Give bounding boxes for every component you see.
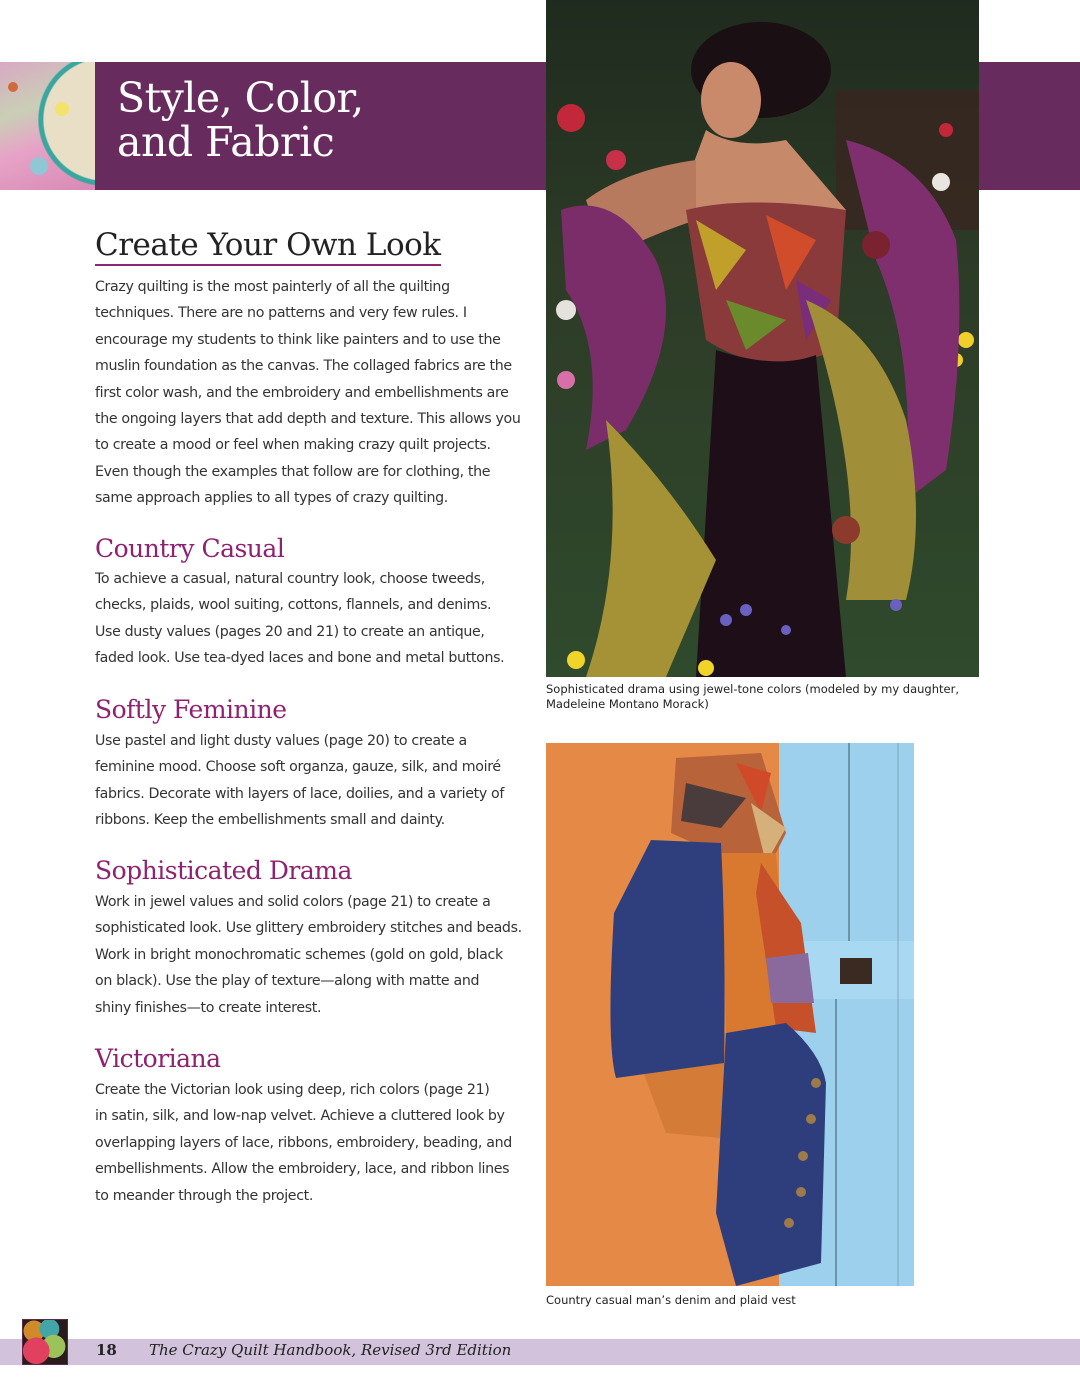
- text-line: to create a mood or feel when making crazy quilt projects.: [95, 437, 491, 454]
- footer-quilt-thumbnail: [22, 1319, 68, 1365]
- text-line: feminine mood. Choose soft organza, gauze, silk, and moiré: [95, 759, 501, 776]
- quilt-detail-image: [0, 62, 95, 190]
- caption-line: Madeleine Montano Morack): [546, 697, 709, 711]
- text-line: in satin, silk, and low-nap velvet. Achieve a cluttered look by: [95, 1108, 505, 1125]
- softly-feminine-paragraph: [95, 728, 535, 834]
- photo-illustration: [546, 0, 979, 677]
- quilt-embellishment: [8, 82, 18, 92]
- photo-illustration: [546, 743, 914, 1286]
- chapter-title-line: Style, Color,: [117, 74, 364, 122]
- text-line: on black). Use the play of texture—along with matte and: [95, 973, 480, 990]
- text-line: checks, plaids, wool suiting, cottons, flannels, and denims.: [95, 597, 492, 614]
- text-line: muslin foundation as the canvas. The collaged fabrics are the: [95, 358, 512, 375]
- photo-sophisticated-drama: [546, 0, 979, 677]
- quilt-embellishment: [30, 157, 48, 175]
- figure-caption-2: [546, 1293, 796, 1308]
- text-line: techniques. There are no patterns and very few rules. I: [95, 305, 467, 322]
- text-line: overlapping layers of lace, ribbons, embroidery, beading, and: [95, 1134, 512, 1151]
- caption-line: Sophisticated drama using jewel-tone colors (modeled by my daughter,: [546, 682, 959, 696]
- quilt-embellishment: [55, 102, 69, 116]
- text-line: Create the Victorian look using deep, rich colors (page 21): [95, 1082, 490, 1098]
- text-line: faded look. Use tea-dyed laces and bone and metal buttons.: [95, 650, 505, 667]
- section-heading-country-casual: Country Casual: [95, 534, 285, 563]
- text-line: encourage my students to think like painters and to use the: [95, 331, 501, 348]
- caption-line: Country casual man’s denim and plaid vest: [546, 1293, 796, 1307]
- photo-country-casual-vest: [546, 743, 914, 1286]
- text-line: Crazy quilting is the most painterly of all the quilting: [95, 279, 450, 295]
- text-line: same approach applies to all types of crazy quilting.: [95, 490, 448, 507]
- page-number: 18: [96, 1341, 117, 1359]
- text-line: Use pastel and light dusty values (page 20) to create a: [95, 733, 467, 749]
- sophisticated-drama-paragraph: [95, 889, 535, 1021]
- text-line: embellishments. Allow the embroidery, lace, and ribbon lines: [95, 1161, 510, 1178]
- text-line: fabrics. Decorate with layers of lace, doilies, and a variety of: [95, 785, 505, 802]
- text-line: Work in bright monochromatic schemes (gold on gold, black: [95, 946, 503, 963]
- figure-caption-1: [546, 682, 959, 712]
- section-heading-victoriana: Victoriana: [95, 1044, 221, 1073]
- chapter-title: [117, 76, 364, 164]
- running-footer-book-title: The Crazy Quilt Handbook, Revised 3rd Edition: [149, 1341, 512, 1359]
- section-heading-softly-feminine: Softly Feminine: [95, 695, 287, 724]
- section-heading-create-your-own-look: Create Your Own Look: [95, 226, 441, 266]
- intro-paragraph: [95, 274, 535, 512]
- text-line: To achieve a casual, natural country look, choose tweeds,: [95, 571, 485, 587]
- section-heading-sophisticated-drama: Sophisticated Drama: [95, 856, 352, 885]
- text-line: Even though the examples that follow are for clothing, the: [95, 463, 491, 480]
- text-line: to meander through the project.: [95, 1187, 314, 1204]
- text-line: Work in jewel values and solid colors (page 21) to create a: [95, 894, 491, 910]
- chapter-title-line: and Fabric: [117, 118, 335, 166]
- text-line: Use dusty values (pages 20 and 21) to create an antique,: [95, 623, 485, 640]
- text-line: the ongoing layers that add depth and texture. This allows you: [95, 411, 521, 428]
- text-line: shiny finishes—to create interest.: [95, 999, 322, 1016]
- victoriana-paragraph: [95, 1077, 535, 1209]
- country-casual-paragraph: [95, 566, 535, 672]
- text-line: ribbons. Keep the embellishments small and dainty.: [95, 812, 445, 829]
- text-line: sophisticated look. Use glittery embroidery stitches and beads.: [95, 920, 522, 937]
- text-line: first color wash, and the embroidery and embellishments are: [95, 384, 509, 401]
